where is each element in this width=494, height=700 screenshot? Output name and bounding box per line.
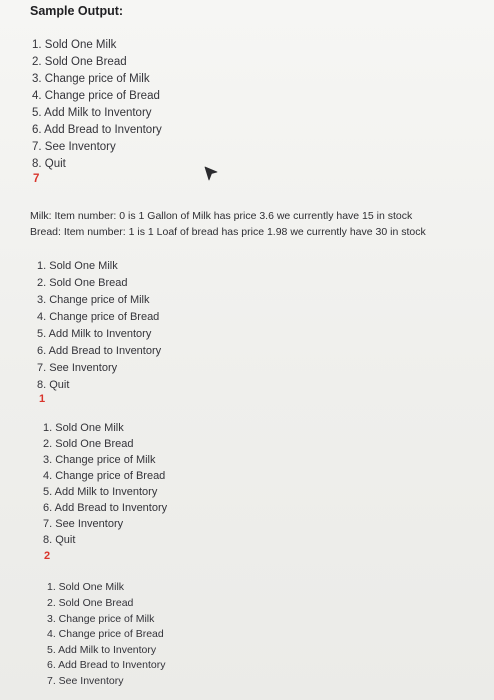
menu-item: 1. Sold One Milk <box>37 260 118 272</box>
menu-item: 4. Change price of Bread <box>37 311 160 323</box>
user-choice-2: 1 <box>39 393 46 405</box>
menu-item: 8. Quit <box>43 534 76 546</box>
menu-item: 3. Change price of Milk <box>43 454 156 466</box>
user-choice-3: 2 <box>44 550 51 562</box>
menu-item: 1. Sold One Milk <box>43 422 124 434</box>
menu-item: 7. See Inventory <box>37 362 118 374</box>
menu-item: 2. Sold One Bread <box>32 56 127 68</box>
menu-item: 2. Sold One Bread <box>47 597 134 609</box>
sample-output-title: Sample Output: <box>30 4 124 18</box>
bread-inventory-line: Bread: Item number: 1 is 1 Loaf of bread has price 1.98 we currently have 30 in stock <box>30 226 426 238</box>
menu-item: 6. Add Bread to Inventory <box>32 124 162 136</box>
menu-item: 7. See Inventory <box>43 518 124 530</box>
menu-item: 7. See Inventory <box>47 675 124 687</box>
milk-inventory-line: Milk: Item number: 0 is 1 Gallon of Milk has price 3.6 we currently have 15 in stock <box>30 210 413 222</box>
menu-item: 6. Add Bread to Inventory <box>37 345 162 357</box>
menu-item: 4. Change price of Bread <box>43 470 166 482</box>
menu-item: 6. Add Bread to Inventory <box>47 659 166 671</box>
menu-item: 5. Add Milk to Inventory <box>32 107 152 119</box>
menu-item: 8. Quit <box>32 158 66 170</box>
menu-item: 3. Change price of Milk <box>47 613 155 625</box>
menu-item: 1. Sold One Milk <box>47 581 125 593</box>
menu-item: 7. See Inventory <box>32 141 116 153</box>
menu-item: 6. Add Bread to Inventory <box>43 502 168 514</box>
user-choice-1: 7 <box>33 173 40 185</box>
menu-item: 3. Change price of Milk <box>37 294 150 306</box>
menu-item: 5. Add Milk to Inventory <box>47 644 157 656</box>
menu-item: 1. Sold One Milk <box>32 39 117 51</box>
menu-item: 5. Add Milk to Inventory <box>43 486 158 498</box>
mouse-pointer-icon <box>204 166 218 182</box>
menu-item: 4. Change price of Bread <box>47 628 164 640</box>
menu-item: 3. Change price of Milk <box>32 73 150 85</box>
menu-item: 2. Sold One Bread <box>37 277 128 289</box>
menu-item: 2. Sold One Bread <box>43 438 134 450</box>
menu-item: 5. Add Milk to Inventory <box>37 328 152 340</box>
menu-item: 8. Quit <box>37 379 70 391</box>
menu-item: 4. Change price of Bread <box>32 90 160 102</box>
